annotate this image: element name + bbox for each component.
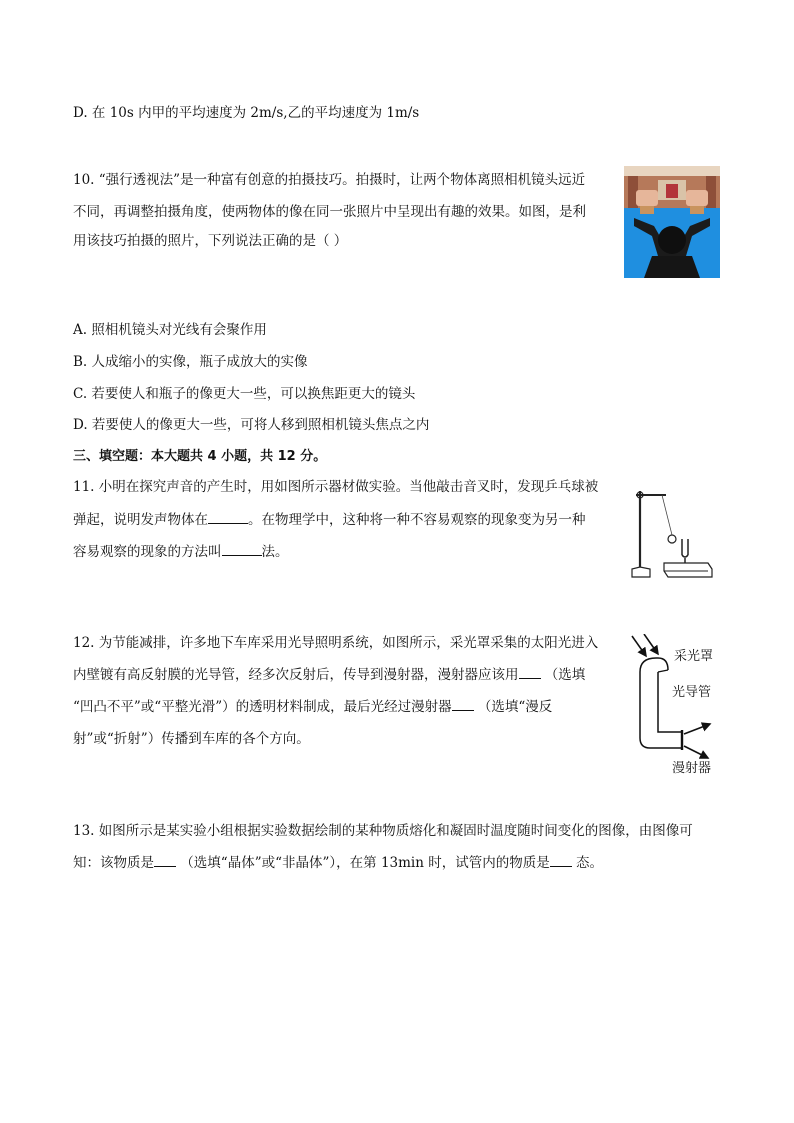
q10-photo bbox=[624, 166, 720, 278]
q12-label-tube: 光导管 bbox=[672, 685, 712, 700]
q13-line-2 bbox=[73, 854, 603, 872]
q12-figure-light-pipe bbox=[628, 634, 722, 778]
q13-line-2-text-b: （选填“晶体”或“非晶体”），在第 13min 时，试管内的物质是 bbox=[180, 855, 550, 871]
q13-line-1: 13. 如图所示是某实验小组根据实验数据绘制的某种物质熔化和凝固时温度随时间变化的图像，由图像可 bbox=[73, 823, 693, 839]
q11-line-2-text-b: 。在物理学中，这种将一种不容易观察的现象变为另一种 bbox=[248, 512, 586, 528]
q12-line-2-text-b: （选填 bbox=[544, 667, 586, 683]
q13-line-2-text-c: 态。 bbox=[576, 855, 604, 871]
q13-blank-1[interactable] bbox=[154, 854, 176, 867]
section-3-title: 三、填空题：本大题共 4 小题，共 12 分。 bbox=[73, 449, 327, 464]
q12-line-3-text-b: （选填“漫反 bbox=[477, 699, 553, 715]
q12-line-2-text-a: 内壁镀有高反射膜的光导管，经多次反射后，传导到漫射器，漫射器应该用 bbox=[73, 667, 519, 683]
q12-label-cover: 采光罩 bbox=[674, 649, 714, 664]
q12-line-3 bbox=[73, 698, 552, 716]
q10-option-a: A. 照相机镜头对光线有会聚作用 bbox=[73, 322, 267, 338]
q10-stem-line-2: 不同，再调整拍摄角度，使两物体的像在同一张照片中呈现出有趣的效果。如图，是利 bbox=[73, 204, 586, 220]
q11-blank-1[interactable] bbox=[208, 511, 248, 524]
q11-blank-2[interactable] bbox=[222, 543, 262, 556]
q13-line-2-text-a: 知：该物质是 bbox=[73, 855, 154, 871]
q10-option-b: B. 人成缩小的实像，瓶子成放大的实像 bbox=[73, 354, 308, 370]
q9-option-d: D. 在 10s 内甲的平均速度为 2m/s,乙的平均速度为 1m/s bbox=[73, 105, 420, 121]
q10-stem-line-1: 10. “强行透视法”是一种富有创意的拍摄技巧。拍摄时，让两个物体离照相机镜头远近 bbox=[73, 172, 586, 188]
q12-line-4: 射”或“折射”）传播到车库的各个方向。 bbox=[73, 731, 310, 747]
q11-line-2-text-a: 弹起，说明发声物体在 bbox=[73, 512, 208, 528]
q10-option-c: C. 若要使人和瓶子的像更大一些，可以换焦距更大的镜头 bbox=[73, 386, 416, 402]
q12-line-1: 12. 为节能减排，许多地下车库采用光导照明系统，如图所示，采光罩采集的太阳光进入 bbox=[73, 635, 599, 651]
q11-line-3-text-b: 法。 bbox=[261, 544, 289, 560]
q10-option-d: D. 若要使人的像更大一些，可将人移到照相机镜头焦点之内 bbox=[73, 417, 430, 433]
q10-stem-line-3: 用该技巧拍摄的照片，下列说法正确的是（ ） bbox=[73, 233, 348, 249]
q11-line-3-text-a: 容易观察的现象的方法叫 bbox=[73, 544, 222, 560]
q11-figure-tuning-fork bbox=[628, 479, 720, 583]
q12-blank-1[interactable] bbox=[519, 666, 541, 679]
q11-line-2 bbox=[73, 511, 586, 529]
q12-line-3-text-a: “凹凸不平”或“平整光滑”）的透明材料制成，最后光经过漫射器 bbox=[73, 699, 452, 715]
q11-line-3 bbox=[73, 543, 289, 561]
q12-blank-2[interactable] bbox=[452, 698, 474, 711]
q12-line-2 bbox=[73, 666, 585, 684]
q12-label-diffuser: 漫射器 bbox=[672, 761, 712, 776]
q13-blank-2[interactable] bbox=[550, 854, 572, 867]
q11-line-1: 11. 小明在探究声音的产生时，用如图所示器材做实验。当他敲击音叉时，发现乒乓球被 bbox=[73, 479, 599, 495]
